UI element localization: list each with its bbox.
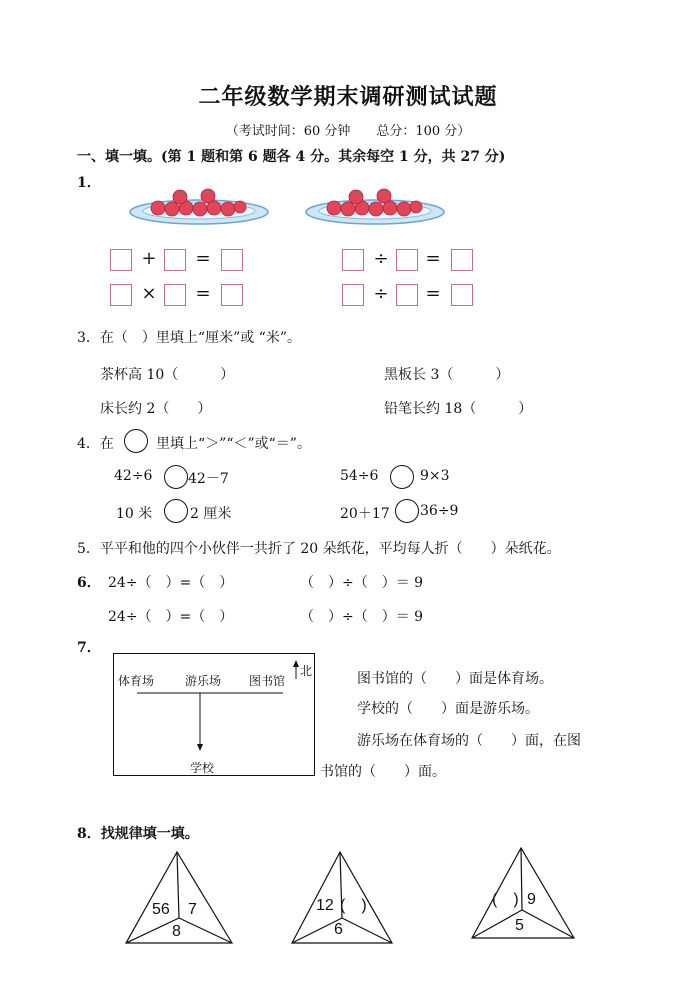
answer-box[interactable] — [342, 284, 364, 306]
map-lines — [113, 653, 315, 776]
equals-operator: = — [425, 248, 441, 269]
answer-box[interactable] — [396, 249, 418, 271]
triangle-left-blank[interactable]: ( ) — [492, 891, 519, 908]
triangle-puzzle-3 — [470, 846, 576, 942]
fill-item[interactable]: 床长约 2（ ） — [100, 401, 212, 417]
north-label: 北 — [300, 664, 313, 678]
answer-box[interactable] — [164, 249, 186, 271]
triangle-puzzle-1 — [124, 850, 234, 946]
triangle-left-number: 56 — [152, 901, 170, 918]
fill-item[interactable]: 黑板长 3（ ） — [384, 367, 510, 383]
divide-operator: ÷ — [373, 283, 389, 304]
fill-item[interactable]: 24÷（ ）=（ ） — [108, 575, 234, 591]
triangle-bottom-number: 8 — [172, 923, 181, 940]
expr-right: 9×3 — [420, 468, 450, 484]
exam-info: （考试时间：60 分钟 总分：100 分） — [225, 124, 471, 139]
map-label-stadium: 体育场 — [118, 674, 155, 688]
equals-operator: = — [195, 248, 211, 269]
question-number: 6． — [77, 575, 101, 591]
expr-right: 2 厘米 — [190, 506, 232, 522]
question-number: 1． — [77, 175, 101, 191]
compare-circle[interactable] — [395, 499, 419, 523]
equals-operator: = — [195, 283, 211, 304]
compare-circle[interactable] — [390, 465, 414, 489]
triangle-right-number: 7 — [188, 901, 197, 918]
section-heading: 一、填一填。(第 1 题和第 6 题各 4 分。其余每空 1 分，共 27 分) — [77, 149, 506, 165]
question-number: 7． — [77, 640, 101, 656]
strawberry-plate-right — [304, 184, 446, 226]
answer-box[interactable] — [221, 284, 243, 306]
expr-left: 10 米 — [116, 506, 153, 522]
answer-box[interactable] — [110, 284, 132, 306]
compare-circle[interactable] — [164, 465, 188, 489]
answer-box[interactable] — [342, 249, 364, 271]
equals-operator: = — [425, 283, 441, 304]
map-question[interactable]: 书馆的（ ）面。 — [320, 764, 446, 780]
compare-circle-sample — [124, 429, 148, 453]
question-stem[interactable]: 5．平平和他的四个小伙伴一共折了 20 朵纸花，平均每人折（ ）朵纸花。 — [77, 541, 561, 557]
page-title: 二年级数学期末调研测试试题 — [198, 84, 498, 110]
triangle-right-number: 9 — [527, 891, 536, 908]
map-question[interactable]: 学校的（ ）面是游乐场。 — [357, 701, 539, 717]
map-label-school: 学校 — [190, 761, 215, 775]
plus-operator: + — [141, 248, 157, 269]
map-label-library: 图书馆 — [249, 674, 286, 688]
triangle-bottom-number: 5 — [515, 917, 524, 934]
times-operator: × — [141, 283, 157, 304]
question-stem: 8．找规律填一填。 — [77, 826, 199, 842]
map-label-playground: 游乐场 — [185, 674, 222, 688]
answer-box[interactable] — [164, 284, 186, 306]
divide-operator: ÷ — [373, 248, 389, 269]
triangle-right-blank[interactable]: ( ) — [340, 897, 367, 914]
expr-right: 36÷9 — [420, 503, 459, 519]
expr-left: 42÷6 — [114, 468, 153, 484]
answer-box[interactable] — [221, 249, 243, 271]
fill-item[interactable]: 铅笔长约 18（ ） — [384, 401, 533, 417]
answer-box[interactable] — [451, 249, 473, 271]
triangle-left-number: 12 — [316, 897, 334, 914]
expr-left: 54÷6 — [340, 468, 379, 484]
fill-item[interactable]: 茶杯高 10（ ） — [100, 367, 235, 383]
question-stem: 4．在 — [77, 436, 114, 452]
triangle-puzzle-2 — [290, 850, 394, 946]
fill-item[interactable]: 24÷（ ）=（ ） — [108, 609, 234, 625]
fill-item[interactable]: （ ）÷（ ）＝ 9 — [300, 575, 424, 591]
compare-circle[interactable] — [164, 499, 188, 523]
strawberry-plate-left — [128, 184, 270, 226]
fill-item[interactable]: （ ）÷（ ）＝ 9 — [300, 609, 424, 625]
map-question[interactable]: 图书馆的（ ）面是体育场。 — [357, 671, 553, 687]
question-stem: 3．在（ ）里填上“厘米”或 “米”。 — [77, 330, 301, 346]
question-stem: 里填上“＞”“＜”或“＝”。 — [156, 436, 311, 452]
map-question[interactable]: 游乐场在体育场的（ ）面，在图 — [357, 733, 581, 749]
expr-right: 42－7 — [188, 471, 229, 487]
expr-left: 20＋17 — [340, 506, 390, 522]
answer-box[interactable] — [396, 284, 418, 306]
answer-box[interactable] — [110, 249, 132, 271]
triangle-bottom-number: 6 — [334, 921, 343, 938]
answer-box[interactable] — [451, 284, 473, 306]
